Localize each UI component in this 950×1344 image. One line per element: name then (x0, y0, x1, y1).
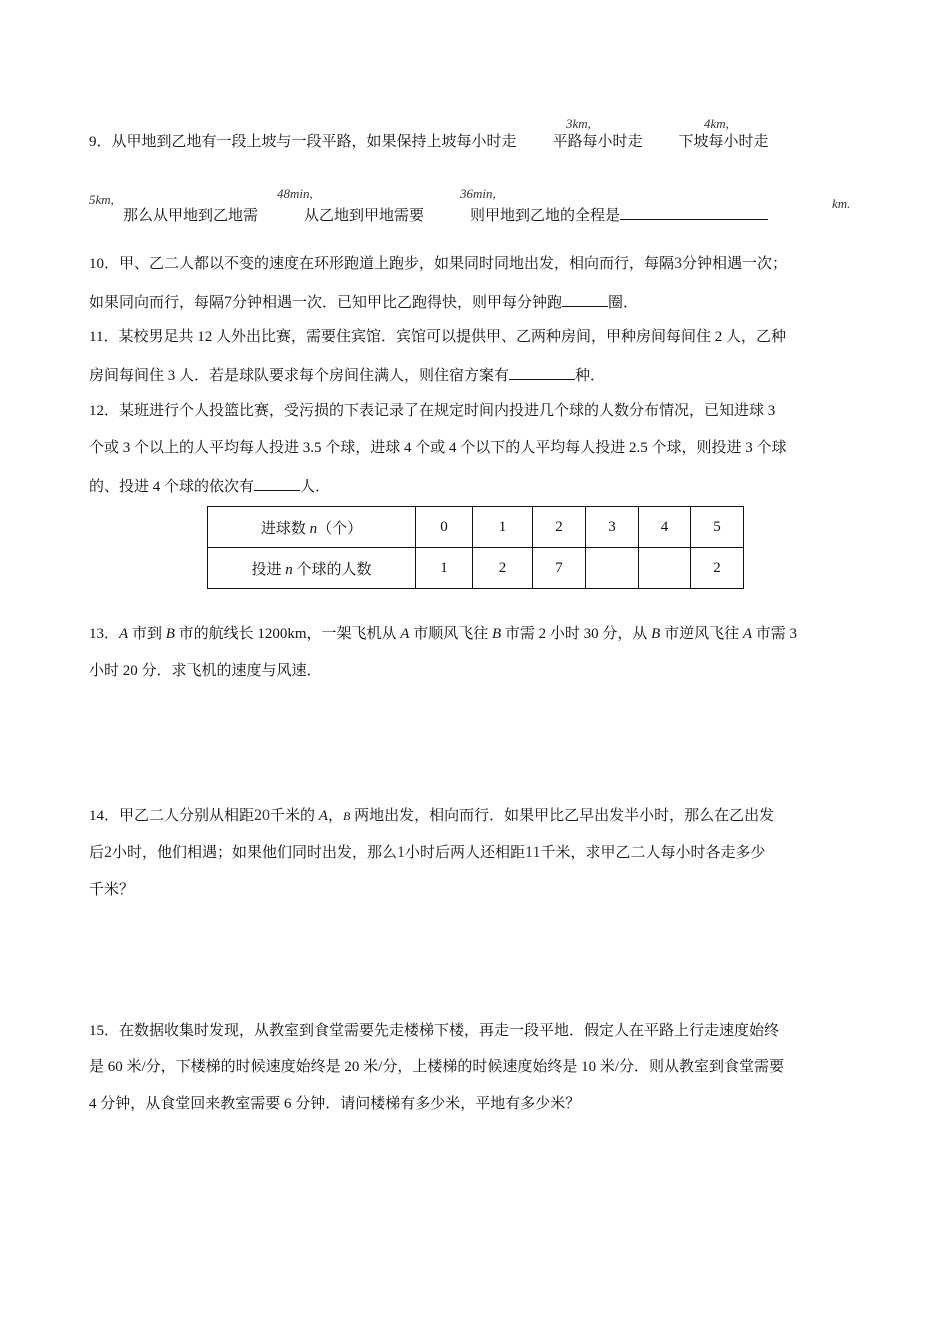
q9-line-1 (89, 132, 769, 152)
q10-line-1 (89, 254, 787, 274)
table-cell: 3 (586, 507, 639, 548)
q15-line-3: 4 分钟，从食堂回来教室需要 6 分钟．请问楼梯有多少米，平地有多少米？ (89, 1096, 581, 1112)
table-cell: 2 (691, 548, 744, 589)
q12-text: 人． (300, 479, 331, 495)
q10-text: 10．甲、乙二人都以不变的速度在环形跑道上跑步，如果同时同地出发，相向而行，每隔 (89, 256, 675, 272)
q13-line-2: 小时 20 分．求飞机的速度与风速． (89, 663, 322, 679)
q9-text: 从乙地到甲地需要 (304, 208, 425, 224)
table-header-people: 投进 n 个球的人数 (208, 548, 416, 589)
q9-speed-downhill: 5km, (89, 192, 114, 207)
q10-text: 如果同向而行，每隔 (89, 295, 225, 311)
score-table (207, 506, 744, 589)
q11-line-2 (89, 364, 605, 386)
q9-text: 9．从甲地到乙地有一段上坡与一段平路，如果保持上坡每小时走 (89, 134, 517, 150)
q13-line-1: 13．A 市到 B 市的航线长 1200km，一架飞机从 A 市顺风飞往 B 市需 2 小时 30 分，从 B 市逆风飞往 A 市需 3 (89, 626, 798, 642)
q15-line-1: 15．在数据收集时发现，从教室到食堂需要先走楼梯下楼，再走一段平地．假定人在平路上行走速度始终 (89, 1023, 780, 1039)
table-cell (639, 548, 691, 589)
q9-text: 则甲地到乙地的全程是 (470, 208, 621, 224)
q9-text: 下坡每小时走 (678, 134, 769, 150)
table-cell: 2 (473, 548, 533, 589)
q10-text: 分钟相遇一次； (682, 256, 788, 272)
q10-text: 分钟相遇一次．已知甲比乙跑得快，则甲每分钟跑 (232, 295, 563, 311)
q10-number: 7 (224, 294, 233, 311)
table-row-people (208, 548, 744, 589)
q11-line-1: 11．某校男足共 12 人外出比赛，需要住宾馆．宾馆可以提供甲、乙两种房间，甲种房间每间住 2 人，乙种 (89, 329, 786, 345)
table-header-goals: 进球数 n（个） (208, 507, 416, 548)
answer-blank[interactable] (509, 364, 575, 380)
q12-line-1: 12．某班进行个人投篮比赛，受污损的下表记录了在规定时间内投进几个球的人数分布情况，已知进球 3 (89, 403, 776, 419)
table-cell: 2 (533, 507, 586, 548)
q9-line-2 (123, 204, 768, 226)
table-row-goals (208, 507, 744, 548)
table-cell: 0 (416, 507, 473, 548)
table-cell: 4 (639, 507, 691, 548)
q15-line-2: 是 60 米/分，下楼梯的时候速度始终是 20 米/分，上楼梯的时候速度始终是 10 米/分．则从教室到食堂需要 (89, 1059, 785, 1075)
q9-text: 平路每小时走 (552, 134, 643, 150)
q9-time-ab: 48min, (277, 186, 313, 201)
q14-line-3: 千米？ (89, 882, 135, 898)
q10-number: 3 (674, 255, 683, 272)
q9-speed-flat: 4km, (704, 116, 729, 131)
table-cell: 7 (533, 548, 586, 589)
q11-text: 种． (575, 368, 606, 384)
table-cell (586, 548, 639, 589)
q10-text: 圈． (608, 295, 639, 311)
q12-line-3 (89, 475, 330, 497)
q14-line-1: 14．甲乙二人分别从相距20千米的 A，B 两地出发，相向而行．如果甲比乙早出发半小时，那么在乙出发 (89, 807, 775, 824)
answer-blank[interactable] (254, 475, 300, 491)
table-cell: 5 (691, 507, 744, 548)
q12-text: 的、投进 4 个球的依次有 (89, 479, 255, 495)
answer-blank[interactable] (620, 204, 768, 220)
q9-speed-uphill: 3km, (566, 116, 591, 131)
q9-unit: km. (832, 196, 851, 211)
table-cell: 1 (473, 507, 533, 548)
q9-text: 那么从甲地到乙地需 (123, 208, 259, 224)
q10-line-2 (89, 291, 638, 313)
q9-time-ba: 36min, (460, 186, 496, 201)
table-cell: 1 (416, 548, 473, 589)
q11-text: 房间每间住 3 人．若是球队要求每个房间住满人，则住宿方案有 (89, 368, 510, 384)
q14-line-2: 后2小时，他们相遇；如果他们同时出发，那么1小时后两人还相距11千米，求甲乙二人每小时各走多少 (89, 844, 766, 861)
q12-line-2: 个或 3 个以上的人平均每人投进 3.5 个球，进球 4 个或 4 个以下的人平均每人投进 2.5 个球，则投进 3 个球 (89, 440, 787, 456)
answer-blank[interactable] (562, 291, 608, 307)
